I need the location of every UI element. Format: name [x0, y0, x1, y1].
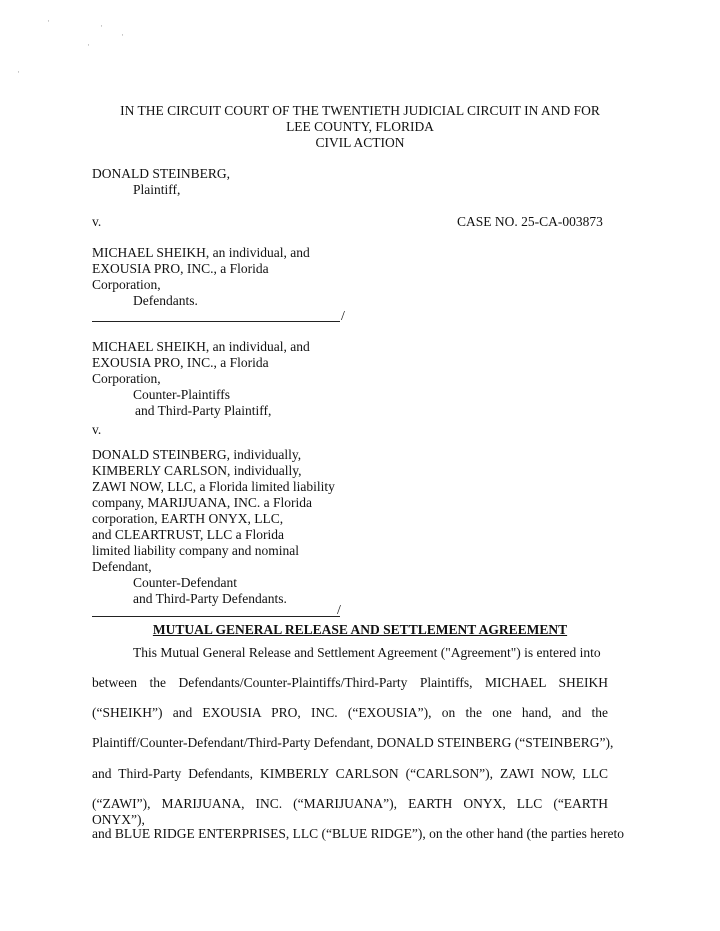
third-party-line3: ZAWI NOW, LLC, a Florida limited liability [92, 479, 335, 494]
third-party-line6: and CLEARTRUST, LLC a Florida [92, 527, 285, 542]
scan-speck: · [47, 16, 50, 26]
defendants-line2: EXOUSIA PRO, INC., a Florida [92, 261, 269, 276]
defendants-line3: Corporation, [92, 277, 161, 292]
agreement-line: This Mutual General Release and Settlement Agreement ("Agreement") is entered into [133, 645, 601, 660]
third-party-line2: KIMBERLY CARLSON, individually, [92, 463, 302, 478]
defendants-role: Defendants. [133, 293, 198, 308]
scan-speck: · [17, 67, 20, 77]
third-party-role1: Counter-Defendant [133, 575, 237, 590]
counter-plaintiffs-line1: MICHAEL SHEIKH, an individual, and [92, 339, 310, 354]
third-party-line4: company, MARIJUANA, INC. a Florida [92, 495, 312, 510]
caption-rule-2 [92, 616, 340, 617]
scan-speck: · [121, 30, 124, 40]
caption-slash-2: / [337, 603, 341, 618]
third-party-line1: DONALD STEINBERG, individually, [92, 447, 302, 462]
third-party-role2: and Third-Party Defendants. [133, 591, 287, 606]
defendants-line1: MICHAEL SHEIKH, an individual, and [92, 245, 310, 260]
third-party-line5: corporation, EARTH ONYX, LLC, [92, 511, 284, 526]
scan-speck: · [100, 21, 103, 31]
agreement-line: and BLUE RIDGE ENTERPRISES, LLC (“BLUE RIDGE”), on the other hand (the parties hereto [92, 826, 625, 841]
agreement-line: between the Defendants/Counter-Plaintiffs/Third-Party Plaintiffs, MICHAEL SHEIKH [92, 675, 608, 690]
agreement-line: (“SHEIKH”) and EXOUSIA PRO, INC. (“EXOUSIA”), on the one hand, and the [92, 705, 608, 720]
court-heading-line3: CIVIL ACTION [315, 135, 405, 150]
plaintiff-role: Plaintiff, [133, 182, 181, 197]
counter-plaintiffs-line3: Corporation, [92, 371, 161, 386]
agreement-title: MUTUAL GENERAL RELEASE AND SETTLEMENT AGREEMENT [152, 622, 568, 637]
counter-plaintiffs-line2: EXOUSIA PRO, INC., a Florida [92, 355, 269, 370]
scan-speck: · [87, 40, 90, 50]
counter-plaintiffs-role2: and Third-Party Plaintiff, [135, 403, 272, 418]
versus-2: v. [92, 422, 102, 437]
versus-1: v. [92, 214, 102, 229]
third-party-line8: Defendant, [92, 559, 152, 574]
caption-slash-1: / [341, 309, 345, 324]
court-heading-line2: LEE COUNTY, FLORIDA [286, 119, 434, 134]
counter-plaintiffs-role1: Counter-Plaintiffs [133, 387, 230, 402]
agreement-line: (“ZAWI”), MARIJUANA, INC. (“MARIJUANA”), EARTH ONYX, LLC (“EARTH ONYX”), [92, 796, 608, 827]
caption-rule-1 [92, 321, 340, 322]
court-heading-line1: IN THE CIRCUIT COURT OF THE TWENTIETH JUDICIAL CIRCUIT IN AND FOR [120, 103, 600, 118]
case-number: CASE NO. 25-CA-003873 [457, 214, 603, 229]
third-party-line7: limited liability company and nominal [92, 543, 299, 558]
agreement-line: and Third-Party Defendants, KIMBERLY CARLSON (“CARLSON”), ZAWI NOW, LLC [92, 766, 608, 781]
plaintiff-name: DONALD STEINBERG, [92, 166, 230, 181]
agreement-line: Plaintiff/Counter-Defendant/Third-Party Defendant, DONALD STEINBERG (“STEINBERG”), [92, 735, 614, 750]
